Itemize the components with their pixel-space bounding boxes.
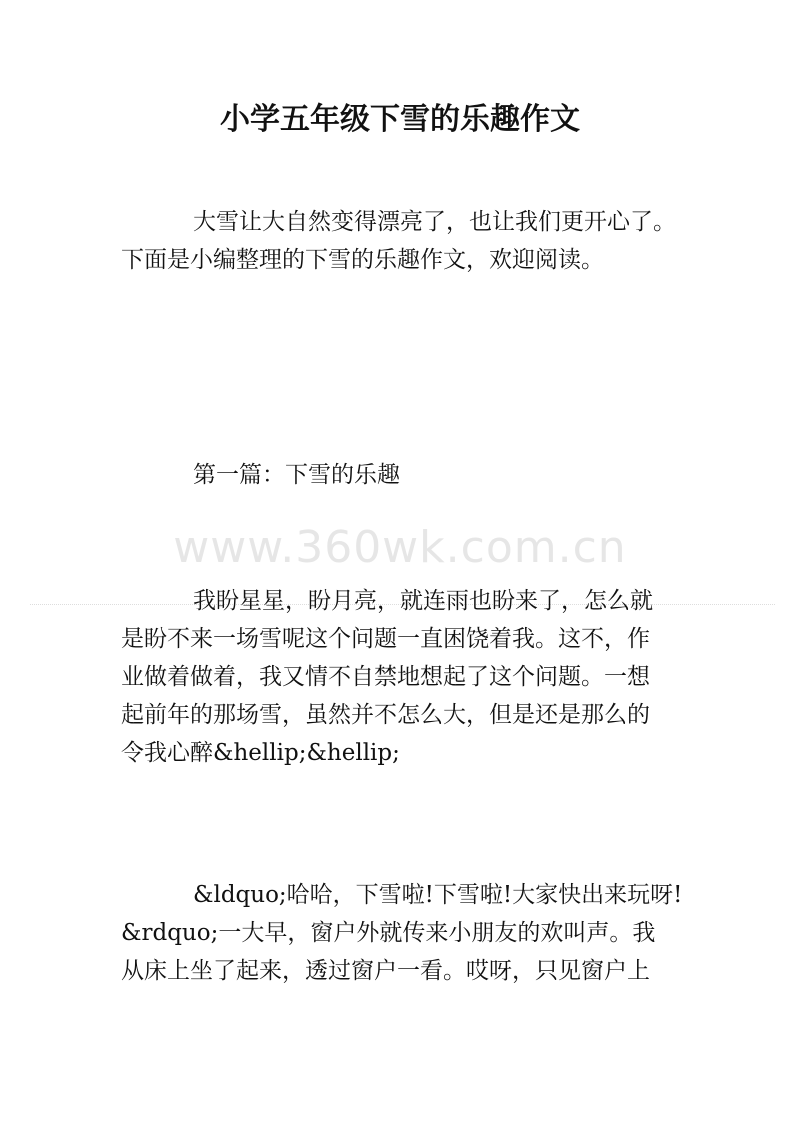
- body-line: 从床上坐了起来，透过窗户一看。哎呀，只见窗户上: [121, 958, 650, 984]
- body-line: &ldquo;哈哈，下雪啦!下雪啦!大家快出来玩呀!: [193, 882, 683, 908]
- body-paragraph-2: [121, 876, 681, 990]
- intro-line: 下面是小编整理的下雪的乐趣作文，欢迎阅读。: [121, 247, 604, 273]
- body-paragraph-1: [121, 582, 681, 772]
- body-line: 是盼不来一场雪呢这个问题一直困饶着我。这不，作: [121, 626, 650, 652]
- body-line: 我盼星星，盼月亮，就连雨也盼来了，怎么就: [193, 588, 653, 614]
- intro-line: 大雪让大自然变得漂亮了，也让我们更开心了。: [193, 209, 676, 235]
- section-heading-paragraph: [121, 456, 681, 494]
- document-title: 小学五年级下雪的乐趣作文: [220, 102, 580, 137]
- body-line: 业做着做着，我又情不自禁地想起了这个问题。一想: [121, 664, 650, 690]
- body-line: 起前年的那场雪，虽然并不怎么大，但是还是那么的: [121, 702, 650, 728]
- intro-paragraph: [121, 203, 681, 279]
- body-line: 令我心醉&hellip;&hellip;: [121, 740, 400, 766]
- section-heading: 第一篇：下雪的乐趣: [193, 462, 400, 488]
- watermark: www.360wk.com.cn: [173, 522, 627, 573]
- body-line: &rdquo;一大早，窗户外就传来小朋友的欢叫声。我: [121, 920, 656, 946]
